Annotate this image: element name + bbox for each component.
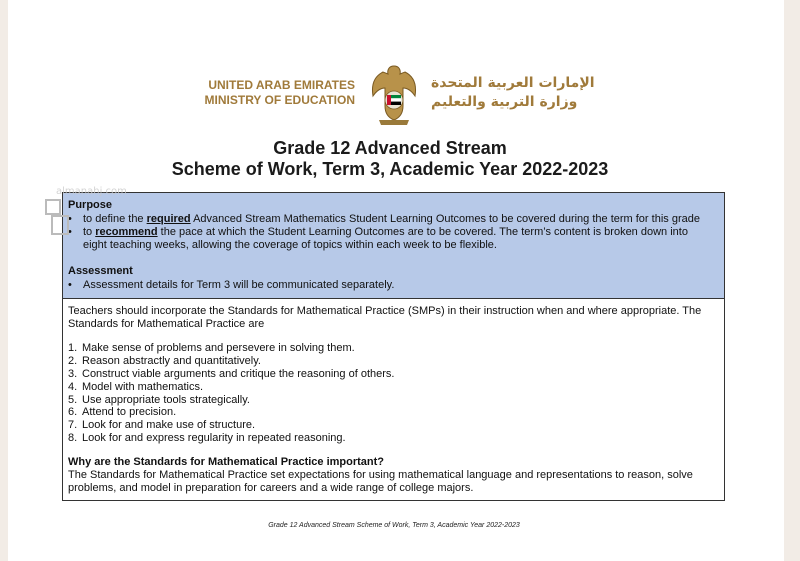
smp-panel — [63, 298, 724, 500]
purpose-heading: Purpose — [68, 199, 113, 211]
ministry-name-ar: وزارة التربية والتعليم — [431, 94, 578, 110]
bullet-icon: • — [68, 279, 72, 291]
ministry-name-english — [195, 78, 355, 108]
smp-list — [68, 342, 708, 445]
uae-emblem-icon — [365, 62, 423, 126]
document-subtitle: Scheme of Work, Term 3, Academic Year 2022-2023 — [171, 159, 609, 179]
country-name-en: UNITED ARAB EMIRATES — [208, 78, 355, 92]
scheme-box — [62, 192, 725, 501]
list-item: 5. Use appropriate tools strategically. — [68, 393, 250, 406]
smp-why-heading: Why are the Standards for Mathematical Practice important? — [68, 456, 385, 468]
bullet-icon: • — [68, 226, 72, 238]
list-item: 1. Make sense of problems and persevere in solving them. — [68, 342, 355, 354]
page-footer: Grade 12 Advanced Stream Scheme of Work, Term 3, Academic Year 2022-2023 — [268, 522, 520, 529]
list-item: 8. Look for and express regularity in repeated reasoning. — [68, 432, 346, 445]
list-item: 6. Attend to precision. — [68, 406, 177, 419]
smp-intro: Teachers should incorporate the Standards for Mathematical Practice (SMPs) in their instruction when and where appropriate. The Standards for Mathematical Practice are — [68, 305, 702, 330]
purpose-assessment-panel: Purpose • to define the required Advanced Stream Mathematics Student Learning Outcomes to be covered during the term for this grade • to recommend the pace at which the Student Learning Outcomes are to be covered. The term’s content is broken down into eight teaching weeks, allowing the coverage of topics within each week to be flexible. Assessment • Assessment details for Term 3 will be communicated separately. — [63, 193, 724, 299]
watermark-logo-icon — [44, 198, 72, 238]
bullet-icon: • — [68, 213, 72, 225]
watermark-text: almanahj.com — [56, 186, 127, 197]
list-item: 2. Reason abstractly and quantitatively. — [68, 354, 261, 367]
ministry-name-en: MINISTRY OF EDUCATION — [204, 93, 355, 107]
list-item: 3. Construct viable arguments and critique the reasoning of others. — [68, 367, 395, 380]
document-title: Grade 12 Advanced Stream — [273, 138, 507, 158]
list-item: 4. Model with mathematics. — [68, 380, 204, 393]
list-item: 7. Look for and make use of structure. — [68, 419, 256, 432]
ministry-header — [195, 62, 615, 124]
ministry-name-arabic — [431, 74, 616, 112]
assessment-heading: Assessment — [68, 265, 133, 277]
country-name-ar: الإمارات العربية المتحدة — [431, 75, 595, 91]
smp-why-text: The Standards for Mathematical Practice set expectations for using mathematical language and representations to reason, solve problems, and model in preparation for careers and a wide range of college majors. — [68, 469, 693, 494]
